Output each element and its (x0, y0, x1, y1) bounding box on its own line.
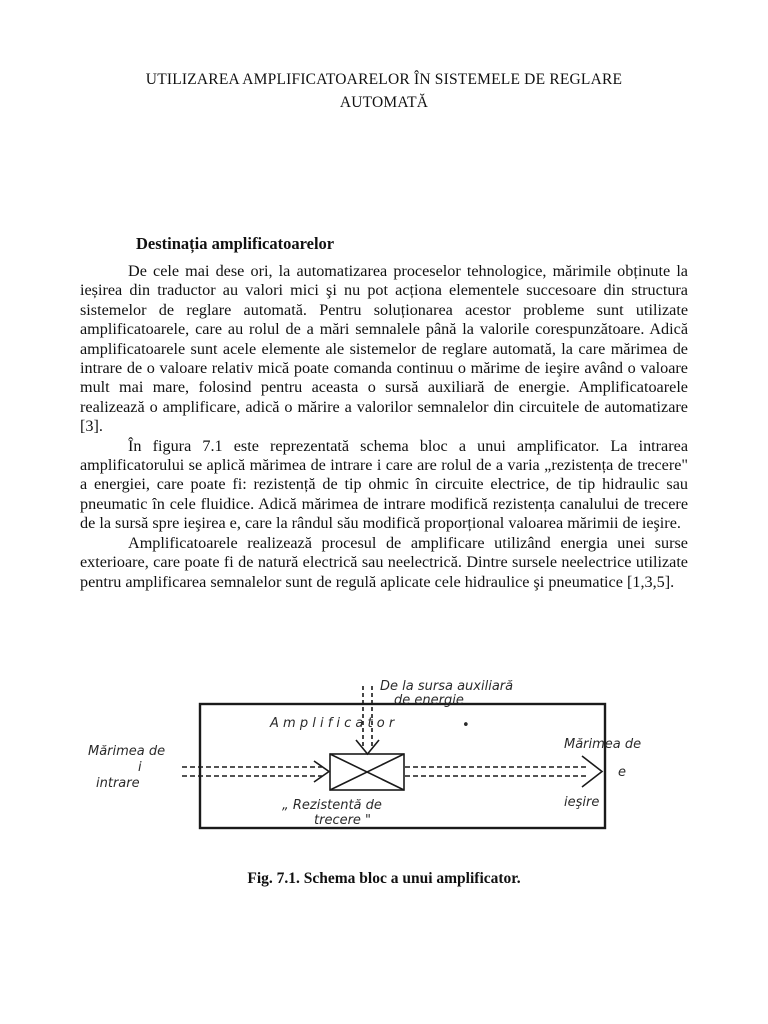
input-label-2: intrare (96, 776, 140, 791)
diagram-svg (82, 664, 702, 854)
auxiliary-source-label-2: de energie (394, 693, 464, 708)
title-line-2: AUTOMATĂ (339, 94, 429, 111)
figure-caption: Fig. 7.1. Schema bloc a unui amplificator. (247, 870, 521, 887)
paragraph-1: De cele mai dese ori, la automatizarea proceselor tehnologice, mărimile obținute la ieșirea din traductor au valori mici şi nu pot acționa elementele succesoare din structura sistemelor de reglare automată. Pentru soluționarea acestor probleme sunt utilizate amplificatoarele, care au rolul de a mări semnalele până la valorile corespunzătoare. Adică amplificatoarele sunt acele elemente ale sistemelor de reglare automată, la care mărimea de intrare de o valoare relativ mică poate comanda continuu o mărime de ieşire având o valoare mult mai mare, folosind pentru aceasta o sursă auxiliară de energie. Amplificatoarele realizează o amplificare, adică o mărire a valorilor semnalelor din circuitele de automatizare [3]. (80, 262, 688, 436)
document-title (90, 68, 678, 114)
amplifier-label-mark: • (462, 718, 470, 733)
paragraph-3: Amplificatoarele realizează procesul de amplificare utilizând energia unei surse exterioare, care poate fi de natură electrică sau neelectrică. Dintre sursele neelectrice utilizate pentru amplificarea semnalelor sunt de regulă aplicate cele hidraulice şi pneumatice [1,3,5]. (80, 533, 688, 591)
resistance-label-1: „ Rezistentă de (282, 798, 382, 813)
section-heading: Destinația amplificatoarelor (136, 234, 335, 253)
title-line-1: UTILIZAREA AMPLIFICATOARELOR ÎN SISTEMELE DE REGLARE (145, 71, 623, 88)
input-symbol: i (138, 760, 142, 775)
input-arrow (182, 761, 329, 782)
amplifier-label: A m p l i f i c a t o r (270, 716, 395, 731)
resistance-element (330, 754, 404, 790)
input-label-1: Mărimea de (88, 744, 166, 759)
auxiliary-source-label-1: De la sursa auxiliară (380, 679, 514, 694)
output-label-2: ieşire (564, 795, 600, 810)
output-symbol: e (618, 765, 626, 780)
resistance-label-2: trecere " (314, 813, 372, 828)
amplifier-outer-box (200, 704, 605, 828)
output-arrow (405, 756, 602, 787)
output-label-1: Mărimea de (564, 737, 642, 752)
paragraph-2: În figura 7.1 este reprezentată schema bloc a unui amplificator. La intrarea amplificatorului se aplică mărimea de intrare i care are rolul de a varia „rezistența de trecere" a energiei, care poate fi: rezistență de tip ohmic în circuite electrice, de tip hidraulic sau pneumatic în cele fluidice. Adică mărimea de intrare modifică rezistența canalului de trecere de la sursă spre ieşirea e, care la rândul său modifică proporțional valoarea mărimii de ieşire. (80, 436, 688, 533)
body-text (80, 262, 688, 592)
amplifier-block-diagram (82, 664, 702, 854)
